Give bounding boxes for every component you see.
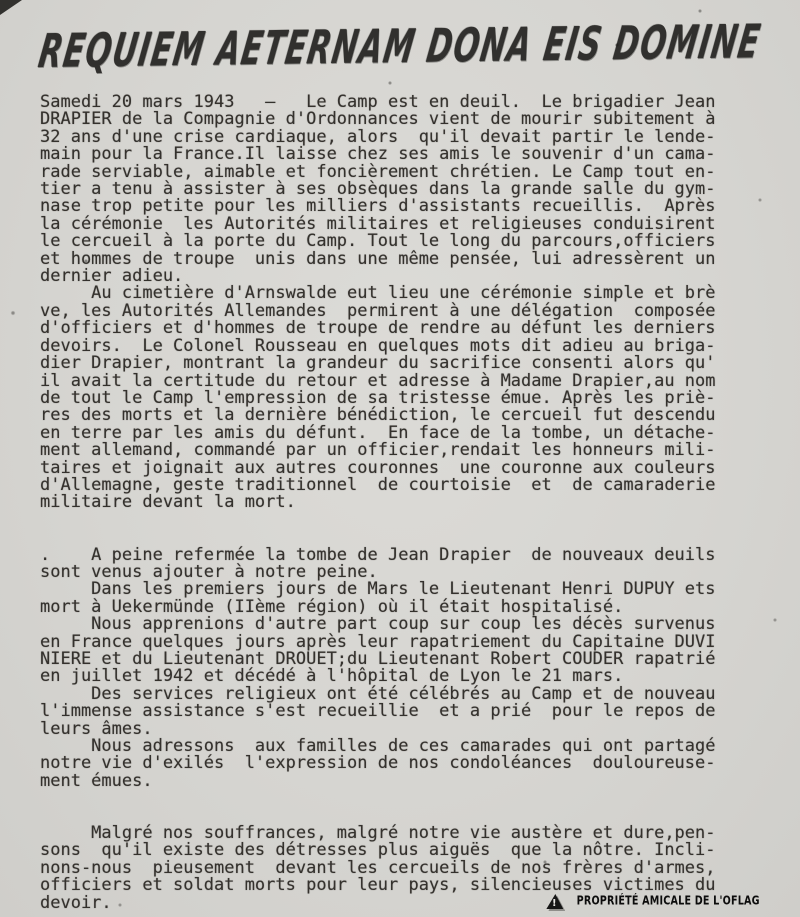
text-line: Nous apprenions d'autre part coup sur coup les décès survenus [40,614,716,635]
text-line: Samedi 20 mars 1943 — Le Camp est en deuil. Le brigadier Jean [40,92,716,112]
text-line: dier Drapier, montrant la grandeur du sacrifice consenti alors qu' [40,353,716,374]
text-line: devoirs. Le Colonel Rousseau en quelques mots dit adieu au briga- [40,335,716,356]
text-line: NIERE et du Lieutenant DROUET;du Lieutenant Robert COUDER rapatrié [40,649,716,669]
text-line: ment émues. [40,770,153,791]
text-line: en terre par les amis du défunt. En face de la tombe, un détache- [40,422,716,443]
text-line: nons-nous pieusement devant les cercueils de nos frères d'armes, [40,857,716,878]
text-line: d'Allemagne, geste traditionnel de courtoisie et de camaraderie [40,474,716,495]
text-line: sont venus ajouter à notre peine. [40,561,378,582]
text-line: dernier adieu. [40,266,184,287]
text-line: rade serviable, aimable et foncièrement chrétien. Le Camp tout en- [40,161,716,182]
text-line: leurs âmes. [40,718,153,739]
text-line: Malgré nos souffrances, malgré notre vie austère et dure,pen- [40,823,716,844]
text-line: DRAPIER de la Compagnie d'Ordonnances vient de mourir subitement à [40,109,716,130]
text-line: l'immense assistance s'est recueillie et a prié pour le repos de [40,701,716,722]
text-line: nase trop petite pour les milliers d'assistants recueillis. Après [40,196,716,217]
text-line: et hommes de troupe unis dans une même pensée, lui adressèrent un [40,248,716,269]
text-line: militaire devant la mort. [40,492,296,513]
text-line: notre vie d'exilés l'expression de nos condoléances douloureuse- [40,753,716,774]
warning-exclamation-glyph: ! [552,898,557,909]
watermark-label: PROPRIÉTÉ AMICALE DE L'OFLAG [576,894,760,909]
text-line: la cérémonie les Autorités militaires et religieuses conduisirent [40,213,716,234]
page-corner-mark [0,0,22,15]
text-line: d'officiers et d'hommes de troupe de rendre au défunt les derniers [40,318,716,339]
text-line: mort à Uekermünde (IIème région) où il était hospitalisé. [40,596,624,617]
text-line: devoir. [40,892,112,913]
text-line: Au cimetière d'Arnswalde eut lieu une cérémonie simple et brè [40,283,716,304]
text-line: ve, les Autorités Allemandes permirent à une délégation composée [40,300,716,321]
text-line: res des morts et la dernière bénédiction, le cercueil fut descendu [40,405,716,426]
text-line [40,790,766,807]
text-line [40,529,766,546]
text-line: Nous adressons aux familles de ces camarades qui ont partagé [40,736,716,757]
text-line: Dans les premiers jours de Mars le Lieutenant Henri DUPUY ets [40,579,716,600]
text-line: Des services religieux ont été célébrés au Camp et de nouveau [40,683,716,704]
text-line: ment allemand, commandé par un officier,rendait les honneurs mili- [40,440,716,461]
text-line: sons qu'il existe des détresses plus aiguës que la nôtre. Incli- [40,840,716,861]
text-line: le cercueil à la porte du Camp. Tout le long du parcours,officiers [40,231,716,252]
text-line [40,512,766,529]
text-line: . A peine refermée la tombe de Jean Drapier de nouveaux deuils [40,544,716,565]
text-line: il avait la certitude du retour et adresse à Madame Drapier,au nom [40,370,716,391]
page-title: REQUIEM AETERNAM DONA EIS DOMINE [35,15,765,79]
watermark [545,894,760,909]
text-line: 32 ans d'une crise cardiaque, alors qu'il devait partir le lende- [40,126,716,147]
text-line: taires et joignait aux autres couronnes une couronne aux couleurs [40,457,716,478]
warning-triangle-icon [545,894,563,909]
text-line: officiers et soldat morts pour leur pays, silencieuses victimes du [40,875,716,896]
page-title-wrap [35,15,765,79]
text-line: tier a tenu à assister à ses obsèques dans la grande salle du gym- [40,179,716,200]
text-line: en France quelques jours après leur rapatriement du Capitaine DUVI [40,631,716,652]
text-line: de tout le Camp l'empression de sa tristesse émue. Après les priè- [40,387,716,408]
text-line: main pour la France.Il laisse chez ses amis le souvenir d'un cama- [40,144,716,165]
document-body [40,94,766,912]
text-line: en juillet 1942 et décédé à l'hôpital de Lyon le 21 mars. [40,666,624,687]
